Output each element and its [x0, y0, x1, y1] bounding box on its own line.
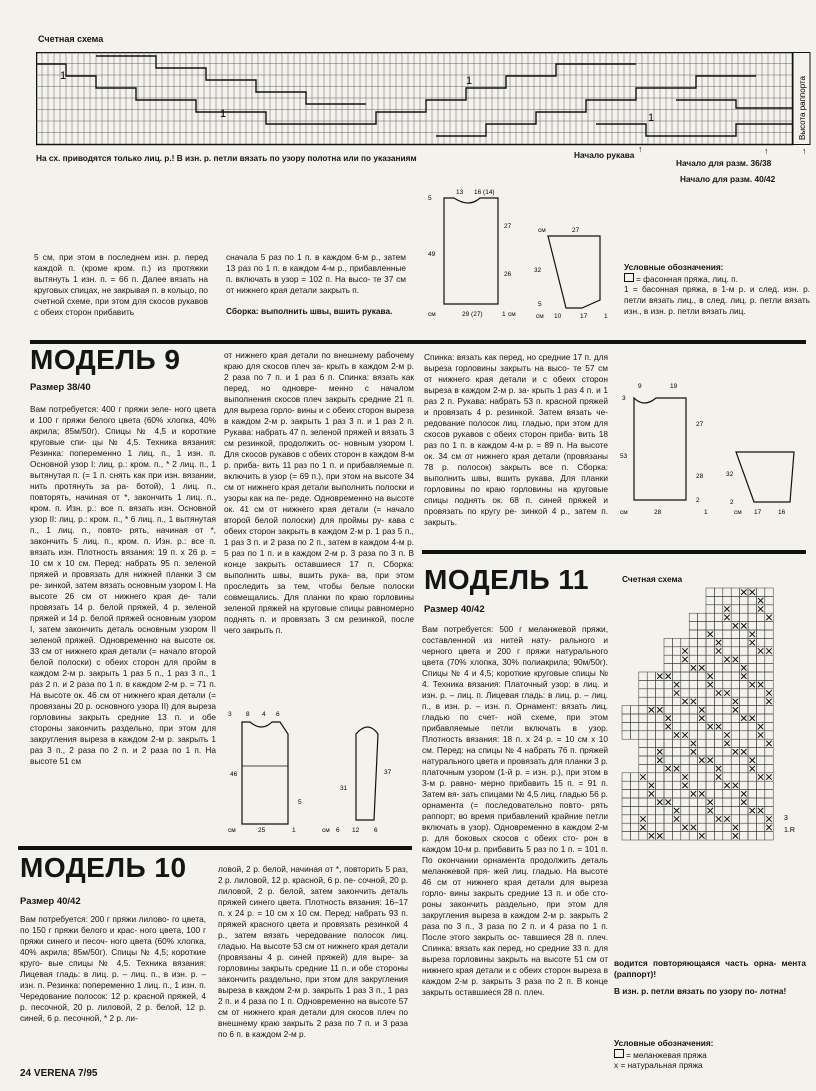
svg-text:27: 27 [572, 227, 580, 234]
svg-text:49: 49 [428, 251, 436, 258]
footer [20, 1068, 97, 1079]
svg-text:27: 27 [504, 223, 512, 230]
schema-top-sleeve [528, 222, 622, 322]
svg-text:6: 6 [374, 827, 378, 834]
arrow-up-icon: ↑ [764, 146, 769, 156]
model9-title: МОДЕЛЬ 9 [30, 344, 181, 375]
svg-text:см: см [734, 509, 742, 516]
svg-text:см: см [538, 227, 546, 234]
model11-column: Вам потребуется: 500 г меланжевой пряжи, составленной из нитей нату- рального и черного цвета и 200 г пряжи натурального цвета (70% хлопка, 30% полиакрила; 90м/50г). Спицы № 4 и 4,5; короткие круговые спицы № 4. Техника вязания: Платочный узор: в лиц. и изн. р. – лиц. п. Лицевая гладь: в лиц. р. – лиц. п., в изн. р. – изн. п. Орнамент: вязать лиц. гладью по счет- ной схеме, при этом прибавляемые петли включать в узор. Плотность вязания: 18 п. х 24 р. = 10 см х 10 см. Перед: на спицы № 4 набрать 76 п. пряжей натурального цвета и провязать для планки 3 р. платочным узором (1-й р. = изн. р.), при этом в 3-м р. равно- мерно прибавить 15 п. = 91 п. Затем вя- зать спицами № 4,5 лиц. гладью 56 р. орнамента (= последовательно повто- рять раппорт; во время прибавлений крайние петли включать в узор). Одновременно в каждом 2-м р. для боковых скосов с обеих сто- рон в каждом 10-м р. прибавить 5 раз по 1 п. = 101 п. По окончании орнамента продолжить деталь меланжевой пря- жей лиц. гладью. На высоте 46 см от нижнего края детали для выреза горло- вины закрыть средние 13 п. и обе сто- роны закончить раздельно, при этом для закругления выреза в каждом 2-м р. закрыть 2 раза по 3 п., 3 раза по 2 п. и 4 раза по 1 п. После этого закрыть ос- тавшиеся 28 п. плеч. Спинка: вязать как перед, но средние 33 п. для выреза горловины закрыть на высоте 51 см от нижнего края детали и с обеих сторон выреза в каждом 2-м р. закрыть 3 раза по 2 п. В конце закрыть оставшиеся 28 п. плеч. [422, 624, 608, 997]
section-divider-left [18, 846, 412, 850]
svg-text:1: 1 [502, 311, 506, 318]
prev-model-text-left: 5 см, при этом в последнем изн. р. перед каждой п. (кроме кром. п.) из протяжки вытянуть 1 изн. п. = 66 п. Далее вязать на круговых спицах, не закрывая п. в кольцо, по счетной схеме, при этом для скосов рукавов с обеих сторон прибавить [34, 252, 208, 317]
svg-text:46: 46 [230, 771, 238, 778]
svg-text:31: 31 [340, 785, 348, 792]
legend-top-title: Условные обозначения: [624, 262, 724, 272]
svg-text:2: 2 [730, 499, 734, 506]
legend-top-item-1: = фасонная пряжа, лиц. п. [624, 273, 810, 285]
top-chart-marker-1a: 1 [60, 70, 67, 82]
svg-text:1: 1 [604, 313, 608, 320]
legend-top-item-2: 1 = басонная пряжа, в 1-м р. и след. изн. р. петли вязать лиц., в след. лиц. р. петли вязать изн., в изн. р. петли вязать лиц. [624, 284, 810, 316]
model11-chart-title: Счетная схема [622, 574, 683, 584]
svg-text:см: см [322, 827, 330, 834]
arrow-up-icon: ↑ [638, 144, 643, 154]
rapport-label: Высота раппорта [798, 75, 807, 140]
model10-size: Размер 40/42 [20, 896, 81, 907]
svg-text:4: 4 [262, 711, 266, 718]
svg-text:3: 3 [622, 395, 626, 402]
svg-text:3: 3 [784, 815, 788, 822]
arrow-up-icon: ↑ [802, 146, 807, 156]
svg-text:32: 32 [726, 471, 734, 478]
top-chart-title: Счетная схема [38, 34, 104, 44]
svg-text:16 (14): 16 (14) [474, 189, 495, 196]
svg-text:см: см [228, 827, 236, 834]
svg-text:29 (27): 29 (27) [462, 311, 483, 318]
svg-text:16: 16 [778, 509, 786, 516]
start-36-label: Начало для разм. 36/38 [676, 158, 772, 168]
model9-column-2: от нижнего края детали по внешнему рабочему краю для скосов плеч за- крыть в каждом 2-м р. 2 раза по 7 п. и 1 раз 6 п. Спинка: вязать как перед, но одновре- менно с началом выполнения скосов плеч закрыть средние 21 п. для выреза горло- вины и с обеих сторон выреза в каждом 2-м р. закрыть 1 раз 3 п. и 1 раз 2 п. Рукава: набрать 47 п. зеленой пряжей и вязать 3 см резинкой, продолжить ос- новным узором I. Для скосов рукавов с обеих сторон в каждом 8-м р. приба- вить 11 раз по 1 п. и прибавляемые п. включить в узор (= 69 п.), при этом на высоте 34 см от нижнего края детали выполнить полоски и узоры как на пе- реде. Одновременно на высоте ок. 41 см от нижнего края детали (= начало второй белой полоски) для проймы ру- кава с обеих сторон закрыть в каждом 2-м р. 1 раз 5 п., 1 раз 3 п. и 2 раза по 2 п., затем в каждом 4-м р. 5 раз по 1 п. и в каждом 2-м р. 3 раза по 3 п. В конце закрыть оставшиеся 17 п. Сборка: выполнить швы, вшить рука- ва, при этом проследить за тем, чтобы белые полоски совмещались. Для планки по краю горловины зеленой пряжей на круговые спицы равномерно поднять п. и провязать 3 см резинкой, после чего закрыть п. [224, 350, 414, 635]
start-sleeve-label: Начало рукава [574, 150, 635, 160]
svg-text:см: см [620, 509, 628, 516]
model10-column-1: Вам потребуется: 200 г пряжи лилово- го цвета, по 150 г пряжи белого и крас- ного цвета, 100 г пряжи синего и песоч- ного цвета (60% хлопка, 40% акрила; 85м/50г). Спицы № 4,5; короткие круго- вые спицы № 4,5. Техника вязания: Лицевая гладь: в лиц. р. – лиц. п., в изн. р. – изн. п. Резинка: попеременно 1 лиц. п., 1 изн. п. Чередование полосок: 12 р. красной пряжей, 4 р. песочной, 20 р. лиловой, 2 р. белой, 12 р. синей, 6 р. песочной, * 2 р. ли- [20, 914, 206, 1023]
svg-text:17: 17 [754, 509, 762, 516]
svg-text:28: 28 [654, 509, 662, 516]
model9-column-1: Вам потребуется: 400 г пряжи зеле- ного цвета и 100 г пряжи белого цвета (60% хлопка, 40% акрила; 85м/50г). Спицы № 4,5 и короткие круговые спи- цы № 4,5. Техника вязания: Резинка: попеременно 1 лиц. п., 1 изн. п. Основной узор I: лиц. р.: кром. п., * 2 лиц. п., 1 вытянутая п. (= 1 п. снять как при изн. вязании, нить протянуть за ра- ботой), 1 лиц. п., повторять, начиная от *, закончить 1 лиц. п., кром. п. Изн. р.: все п. вязать изн. Основной узор II: лиц. р.: кром. п., * 6 лиц. п., 1 вытянутая п., 1 лиц. п., повто- рять, начиная от *, закончить 5 лиц. п., кром. п. Изн. р.: все п. вязать изн. Плотность вязания: 19 п. х 26 р. = 10 см х 10 см. Перед: набрать 95 п. зеленой пряжей и провязать для нижней планки 3 см ре- зинкой, затем вязать основным узором I. На высоте 26 см от нижнего края де- тали провязать 14 р. белой пряжей, 4 р. зеленой пряжей и 14 р. белой пряжей основным узором I, затем закончить деталь основным узором II зеленой пряжей. Одновременно на высоте ок. 33 см от нижнего края детали (= начало второй белой полоски) с обеих сторон для пройм в каждом 2-м р. закрыть 1 раз 5 п., 1 раз 3 п., 1 раз 2 п. и 2 раза по 1 п. в каждом 2-м р. = 71 п. На высоте ок. 46 см от нижнего края детали (= провязаны 20 р. основного узора II) для выреза горловины закрыть средние 13 п. и обе стороны закончить раздельно, при этом для закругления выреза в каждом 2-м р. закрыть 1 раз 3 п., 2 раза по 2 п. и 2 раза по 1 п. На высоте 51 см [30, 404, 216, 766]
svg-text:6: 6 [336, 827, 340, 834]
top-chart-marker-1c: 1 [220, 108, 227, 120]
svg-text:8: 8 [246, 711, 250, 718]
model11-title: МОДЕЛЬ 11 [424, 564, 590, 595]
model11-legend-title: Условные обозначения: [614, 1038, 714, 1048]
svg-text:10: 10 [554, 313, 562, 320]
top-chart-marker-1b: 1 [466, 75, 473, 87]
prev-model-text-right: сначала 5 раз по 1 п. в каждом 6-м р., затем 13 раз по 1 п. в каждом 4-м р., прибавленные п. включать в узор = 102 п. На высо- те 37 см от нижнего края детали закрыть п. [226, 252, 406, 295]
top-chart-caption: На сх. приводятся только лиц. р.! В изн. р. петли вязать по узору полотна или по указаниям [36, 153, 417, 163]
model11-note-wrong-side: В изн. р. петли вязать по узору по- лотна! [614, 986, 787, 996]
schema-model10 [614, 378, 808, 522]
svg-text:см: см [508, 311, 516, 318]
svg-text:19: 19 [670, 383, 678, 390]
svg-text:1: 1 [704, 509, 708, 516]
section-divider-right [422, 550, 806, 554]
fancy-yarn-swatch [624, 273, 634, 282]
svg-text:2: 2 [696, 497, 700, 504]
svg-text:5: 5 [538, 301, 542, 308]
model11-legend-1: = меланжевая пряжа [614, 1049, 707, 1061]
ornament-grid [622, 588, 773, 840]
svg-text:5: 5 [428, 195, 432, 202]
melange-yarn-swatch [614, 1049, 624, 1058]
svg-text:3: 3 [228, 711, 232, 718]
top-chart-marker-1d: 1 [648, 112, 655, 124]
svg-text:53: 53 [620, 453, 628, 460]
prev-assembly: Сборка: выполнить швы, вшить рукава. [226, 306, 393, 316]
svg-text:13: 13 [456, 189, 464, 196]
model10-title: МОДЕЛЬ 10 [20, 852, 187, 883]
model11-note-rapport: водится повторяющаяся часть орна- мента (раппорт)! [614, 958, 806, 979]
svg-text:1: 1 [292, 827, 296, 834]
svg-text:25: 25 [258, 827, 266, 834]
svg-text:1.R: 1.R [784, 827, 795, 834]
model9-column-3: Спинка: вязать как перед, но средние 17 п. для выреза горловины закрыть на высо- те 57 см от нижнего края детали и с обеих сторон выреза в каждом 2-м р. за- крыть 1 раз 4 п. и 1 раз 2 п. Рукава: набрать 53 п. красной пряжей и провязать 4 р. резинкой. Затем вязать че- редование полосок лиц. гладью, при этом для скосов рукавов с обеих сторон приба- вить 18 раз по 1 п. в каждом 4-м р. = 89 п. На высоте ок. 34 см от нижнего края детали (провязаны 78 р. полосок) закрыть все п. Сборка: выполнить швы, вшить рукава. Для планки горловины по краю горловины на круговые спицы поднять ок. 68 п. синей пряжей и провязать по кругу ре- зинкой 4 р., затем п. закрыть. [424, 352, 608, 527]
model10-column-2: ловой, 2 р. белой, начиная от *, повторить 5 раз, 2 р. лиловой, 12 р. красной, 6 р. пе- сочной, 20 р. лиловой, 2 р. белой, затем закончить деталь пряжей синего цвета. Плотность вязания: 16–17 п. х 24 р. = 10 см х 10 см. Перед: набрать 93 п. пряжей красного цвета и провязать резинкой 4 р., затем вязать чередование полосок лиц. гладью. На высоте 53 см от нижнего края детали (провязаны 4 р. синей пряжей) для выре- за горловины закрыть средние 11 п. и обе стороны закончить раздельно, при этом для закругления выреза в каждом 2-м р. закрыть 1 раз 3 п., 1 раз 2 п. и 4 раза по 1 п. Одновременно на высоте 57 см от нижнего края детали для скосов плеч по внешнему краю закрыть 2 раза по 7 п. и 3 раза по 6 п. в каждом 2-м р. [218, 864, 408, 1039]
top-stitch-chart [36, 52, 812, 148]
svg-text:5: 5 [298, 799, 302, 806]
svg-text:37: 37 [384, 769, 392, 776]
model11-size: Размер 40/42 [424, 604, 485, 615]
svg-text:12: 12 [352, 827, 360, 834]
schema-model9 [228, 704, 416, 836]
svg-text:см: см [536, 313, 544, 320]
svg-text:32: 32 [534, 267, 542, 274]
svg-text:28: 28 [696, 473, 704, 480]
model11-ornament-chart [620, 586, 806, 846]
svg-text:6: 6 [276, 711, 280, 718]
model9-size: Размер 38/40 [30, 382, 91, 393]
svg-text:27: 27 [696, 421, 704, 428]
svg-text:см: см [428, 311, 436, 318]
model11-legend-2: x = натуральная пряжа [614, 1060, 703, 1070]
page-number: 24 [20, 1068, 32, 1079]
start-40-label: Начало для разм. 40/42 [680, 174, 776, 184]
svg-text:26: 26 [504, 271, 512, 278]
svg-text:9: 9 [638, 383, 642, 390]
svg-text:17: 17 [580, 313, 588, 320]
magazine-name: VERENA 7/95 [33, 1068, 98, 1079]
